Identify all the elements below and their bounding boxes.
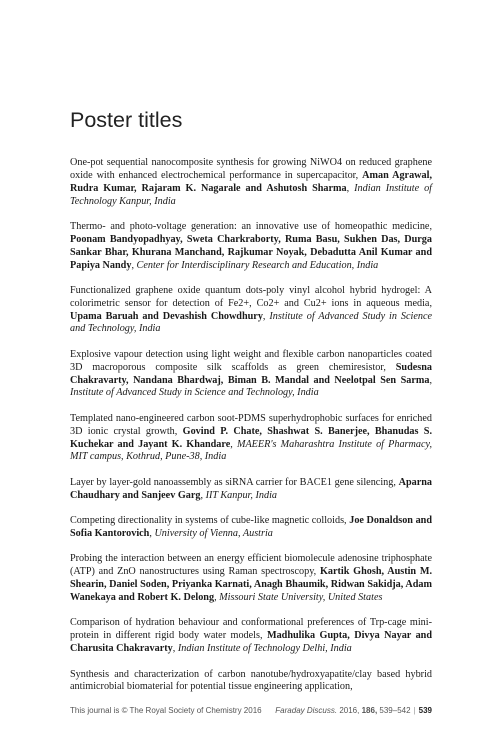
poster-authors: Poonam Bandyopadhyay, Sweta Charkraborty, Ruma Basu, Sukhen Das, Durga Sankar Bhar, Khurana Manchand, Rajkumar Noyak, Debadutta Anil Kumar and Papiya Nandy — [70, 233, 432, 271]
poster-affiliation: MAEER's Maharashtra Institute of Pharmacy, MIT campus, Kothrud, Pune-38, India — [70, 438, 432, 463]
citation-pages: 539–542 — [379, 706, 411, 715]
poster-entry: Comparison of hydration behaviour and conformational preferences of Trp-cage mini-protein in different rigid body water models, Madhulika Gupta, Divya Nayar and Charusita Chakravarty, Indian Institute of Technology Delhi, India — [70, 617, 432, 655]
poster-authors: Kartik Ghosh, Austin M. Shearin, Daniel Soden, Priyanka Karnati, Anagh Bhaumik, Ridwan Sakidja, Adam Wanekaya and Robert K. Delong — [70, 566, 433, 603]
footer-separator: | — [413, 706, 416, 715]
poster-affiliation: University of Vienna, Austria — [154, 527, 273, 539]
poster-title: Layer by layer-gold nanoassembly as siRNA carrier for BACE1 gene silencing, — [70, 476, 396, 488]
poster-authors: Upama Baruah and Devashish Chowdhury — [70, 310, 263, 322]
poster-title: Explosive vapour detection using light weight and flexible carbon nanoparticles coated 3D macroporous composite silk scaffolds as green chemiresistor, — [70, 348, 432, 373]
citation-year: 2016, — [339, 706, 360, 715]
poster-authors: Madhulika Gupta, Divya Nayar and Charusita Chakravarty — [70, 630, 432, 655]
poster-entry: Explosive vapour detection using light weight and flexible carbon nanoparticles coated 3D macroporous composite silk scaffolds as green chemiresistor, Sudesna Chakravarty, Nandana Bhardwaj, Biman B. Mandal and Neelotpal Sen Sarma, Institute of Advanced Study in Science and Technology, India — [70, 348, 433, 399]
poster-entry: Layer by layer-gold nanoassembly as siRNA carrier for BACE1 gene silencing, Aparna Chaudhary and Sanjeev Garg, IIT Kanpur, India — [70, 476, 433, 501]
poster-title: Synthesis and characterization of carbon nanotube/hydroxyapatite/clay based hybrid antimicrobial biomaterial for potential tissue engineering application, — [70, 668, 432, 693]
poster-title: Competing directionality in systems of cube-like magnetic colloids, — [70, 515, 347, 527]
citation-volume: 186, — [361, 706, 378, 715]
poster-entry — [70, 669, 432, 695]
poster-affiliation: Indian Institute of Technology Delhi, India — [177, 643, 352, 655]
poster-entry: Thermo- and photo-voltage generation: an innovative use of homeopathic medicine, Poonam Bandyopadhyay, Sweta Charkraborty, Ruma Basu, Sukhen Das, Durga Sankar Bhar, Khurana Manchand, Rajkumar Noyak, Debadutta Anil Kumar and Papiya Nandy, Center for Interdisciplinary Research and Education, India — [70, 220, 432, 271]
poster-affiliation: Center for Interdisciplinary Research and Education, India — [136, 259, 379, 271]
page-heading: Poster titles — [70, 108, 183, 132]
poster-authors: Joe Donaldson and Sofia Kantorovich — [70, 515, 433, 539]
page-footer — [70, 706, 432, 715]
poster-title: Probing the interaction between an energy efficient biomolecule adenosine triphosphate (ATP) and ZnO nanostructures using Raman spectroscopy, — [70, 553, 432, 578]
poster-affiliation: Indian Institute of Technology Kanpur, India — [70, 182, 432, 207]
poster-title: Functionalized graphene oxide quantum dots-poly vinyl alcohol hybrid hydrogel: A colorimetric sensor for detection of Fe2+, Co2+ and Cu2+ ions in aqueous media, — [70, 284, 432, 309]
poster-title: Templated nano-engineered carbon soot-PDMS superhydrophobic surfaces for enriched 3D ionic crystal growth, — [70, 412, 432, 437]
poster-list — [70, 157, 432, 707]
poster-affiliation: Missouri State University, United States — [219, 591, 383, 603]
page-number: 539 — [418, 706, 432, 715]
poster-title: Thermo- and photo-voltage generation: an innovative use of homeopathic medicine, — [70, 220, 432, 232]
poster-authors: Sudesna Chakravarty, Nandana Bhardwaj, Biman B. Mandal and Neelotpal Sen Sarma — [70, 361, 433, 386]
poster-entry: Competing directionality in systems of cube-like magnetic colloids, Joe Donaldson and Sofia Kantorovich, University of Vienna, Austria — [70, 515, 433, 539]
poster-entry: Probing the interaction between an energy efficient biomolecule adenosine triphosphate (ATP) and ZnO nanostructures using Raman spectroscopy, Kartik Ghosh, Austin M. Shearin, Daniel Soden, Priyanka Karnati, Anagh Bhaumik, Ridwan Sakidja, Adam Wanekaya and Robert K. Delong, Missouri State University, United States — [70, 553, 433, 603]
poster-affiliation: Institute of Advanced Study in Science and Technology, India — [70, 387, 319, 399]
poster-entry: Templated nano-engineered carbon soot-PDMS superhydrophobic surfaces for enriched 3D ionic crystal growth, Govind P. Chate, Shashwat S. Banerjee, Bhanudas S. Kuchekar and Jayant K. Khandare, MAEER's Maharashtra Institute of Pharmacy, MIT campus, Kothrud, Pune-38, India — [70, 412, 433, 463]
journal-name: Faraday Discuss. — [275, 706, 338, 715]
poster-title: One-pot sequential nanocomposite synthesis for growing NiWO4 on reduced graphene oxide with enhanced electrochemical performance in supercapacitor, — [70, 157, 432, 181]
poster-entry: Functionalized graphene oxide quantum dots-poly vinyl alcohol hybrid hydrogel: A colorimetric sensor for detection of Fe2+, Co2+ and Cu2+ ions in aqueous media, Upama Baruah and Devashish Chowdhury, Institute of Advanced Study in Science and Technology, India — [70, 284, 433, 335]
copyright-notice: This journal is © The Royal Society of Chemistry 2016 — [70, 706, 262, 715]
citation — [275, 706, 432, 715]
poster-authors: Aman Agrawal, Rudra Kumar, Rajaram K. Nagarale and Ashutosh Sharma — [70, 169, 433, 194]
poster-entry: One-pot sequential nanocomposite synthesis for growing NiWO4 on reduced graphene oxide with enhanced electrochemical performance in supercapacitor, Aman Agrawal, Rudra Kumar, Rajaram K. Nagarale and Ashutosh Sharma, Indian Institute of Technology Kanpur, India — [70, 157, 433, 207]
poster-affiliation: Institute of Advanced Study in Science and Technology, India — [70, 310, 433, 335]
poster-title: Comparison of hydration behaviour and conformational preferences of Trp-cage mini-protein in different rigid body water models, — [70, 617, 432, 642]
poster-authors: Govind P. Chate, Shashwat S. Banerjee, Bhanudas S. Kuchekar and Jayant K. Khandare — [70, 425, 433, 450]
poster-affiliation: IIT Kanpur, India — [205, 489, 277, 501]
poster-authors: Aparna Chaudhary and Sanjeev Garg — [70, 476, 433, 501]
